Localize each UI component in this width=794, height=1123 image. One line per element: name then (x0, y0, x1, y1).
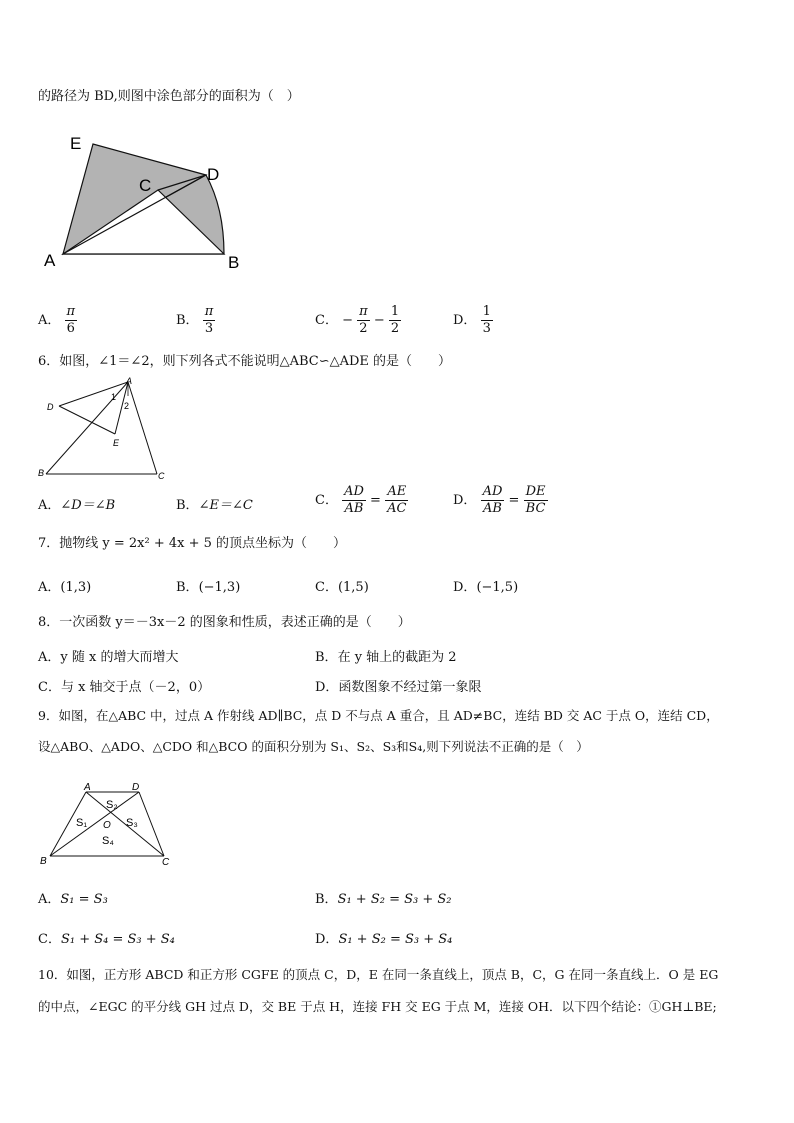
q5-option-d: D． $\frac{1}{3}$ (453, 304, 491, 336)
q10-line2: 的中点，∠EGC 的平分线 GH 过点 D，交 BE 于点 H，连接 FH 交 EG 于点 M，连接 OH．以下四个结论：①GH⊥BE; (38, 999, 717, 1014)
q9-label-b: B (40, 856, 47, 867)
q10-line1: 10．如图，正方形 ABCD 和正方形 CGFE 的顶点 C，D，E 在同一条直线上，顶点 B，C，G 在同一条直线上．O 是 EG (38, 967, 719, 982)
q6-figure (36, 376, 168, 486)
q8-option-b: B．在 y 轴上的截距为 2 (315, 650, 457, 665)
q8-option-d: D．函数图象不经过第一象限 (315, 680, 482, 695)
q5-label-d: D (207, 165, 220, 184)
q9-option-a: A．S₁ = S₃ (38, 892, 108, 907)
q9-label-s1: S₁ (76, 817, 88, 829)
q6-label-1: 1 (111, 392, 117, 402)
q6-label-b: B (38, 468, 45, 478)
q8-option-a: A．y 随 x 的增大而增大 (38, 650, 179, 665)
q7-option-d: D．(−1,5) (453, 580, 519, 595)
q6-option-a: A．∠D＝∠B (38, 498, 116, 513)
q8-stem: 8．一次函数 y＝－3x－2 的图象和性质，表述正确的是（ ） (38, 615, 411, 630)
q9-label-c: C (162, 857, 170, 868)
q6-label-c: C (158, 471, 165, 481)
q5-option-c: C． − $\frac{\pi}{2}$ − $\frac{1}{2}$ (315, 304, 400, 336)
q6-label-e: E (113, 438, 120, 448)
q5-label-e: E (70, 134, 82, 153)
q6-stem: 6．如图，∠1＝∠2，则下列各式不能说明△ABC∽△ADE 的是（ ） (38, 354, 452, 369)
q7-option-b: B．(−1,3) (176, 580, 241, 595)
q9-label-o: O (103, 820, 111, 831)
q9-figure (36, 780, 176, 868)
q9-option-b: B．S₁ + S₂ = S₃ + S₂ (315, 892, 452, 907)
q5-label-c: C (139, 176, 152, 195)
q9-label-d: D (132, 782, 140, 793)
q9-stem-line1: 9．如图，在△ABC 中，过点 A 作射线 AD∥BC，点 D 不与点 A 重合，且 AD≠BC，连结 BD 交 AC 于点 O，连结 CD， (38, 708, 719, 723)
q5-stem: 的路径为 BD,则图中涂色部分的面积为（ ） (38, 89, 300, 104)
q6-option-b: B．∠E＝∠C (176, 498, 253, 513)
q7-stem: 7．抛物线 y = 2x² + 4x + 5 的顶点坐标为（ ） (38, 536, 347, 551)
q9-option-c: C．S₁ + S₄ = S₃ + S₄ (38, 932, 175, 947)
q9-stem-line2: 设△ABO、△ADO、△CDO 和△BCO 的面积分别为 S₁、S₂、S₃和S₄,则下列说法不正确的是（ ） (38, 739, 589, 754)
q7-option-c: C．(1,5) (315, 580, 369, 595)
q7-option-a: A．(1,3) (38, 580, 92, 595)
q5-option-a: A． $\frac{\pi}{6}$ (38, 304, 76, 336)
q5-option-b: B． $\frac{\pi}{3}$ (176, 304, 214, 336)
q8-option-c: C．与 x 轴交于点（－2，0） (38, 680, 211, 695)
q6-option-c: C． $\frac{AD}{AB}$ = $\frac{AE}{AC}$ (315, 484, 407, 516)
q5-label-b: B (228, 253, 240, 272)
q9-label-a: A (84, 782, 91, 793)
q5-label-a: A (44, 251, 56, 270)
q6-label-d: D (47, 402, 54, 412)
q6-option-d: D． $\frac{AD}{AB}$ = $\frac{DE}{BC}$ (453, 484, 546, 516)
q6-label-a: A (126, 376, 133, 386)
q9-label-s4: S₄ (102, 835, 114, 847)
q9-label-s3: S₃ (126, 817, 138, 829)
q5-figure (36, 128, 256, 278)
q9-label-s2: S₂ (106, 799, 118, 811)
q6-label-2: 2 (124, 401, 130, 411)
q9-option-d: D．S₁ + S₂ = S₃ + S₄ (315, 932, 453, 947)
